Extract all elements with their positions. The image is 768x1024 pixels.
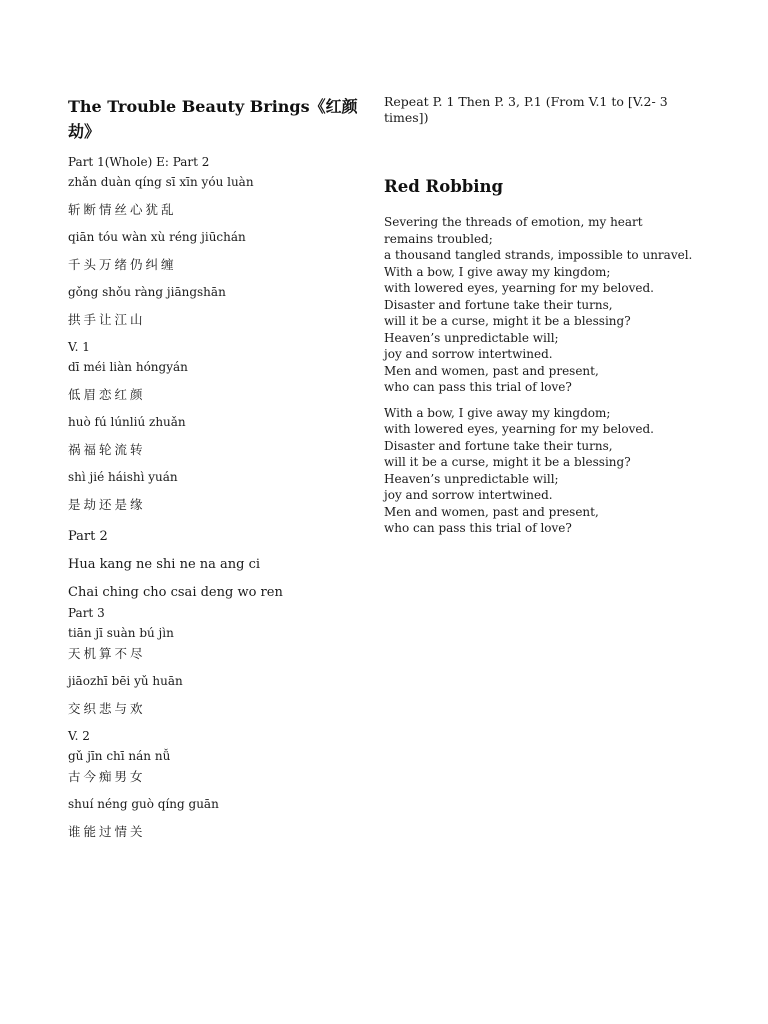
pinyin-line: zhǎn duàn qíng sī xīn yóu luàn [68, 175, 254, 189]
pinyin-line: gǒng shǒu ràng jiāngshān [68, 285, 226, 299]
part2-label: Part 2 [68, 529, 108, 544]
hanzi-line: 低眉恋红颜 [68, 387, 146, 402]
translation-stanza-1 [384, 214, 714, 396]
pinyin-line: huò fú lúnliú zhuǎn [68, 415, 186, 429]
pinyin-line: qiān tóu wàn xù réng jiūchán [68, 230, 246, 244]
translation-line: Heaven’s unpredictable will; [384, 471, 559, 486]
pinyin-line: shuí néng guò qíng guān [68, 797, 219, 811]
translation-line: who can pass this trial of love? [384, 380, 572, 394]
pinyin-line: jiāozhī bēi yǔ huān [68, 674, 183, 688]
translation-line: with lowered eyes, yearning for my beloved. [384, 422, 654, 436]
translation-line: remains troubled; [384, 231, 493, 246]
translation-line: a thousand tangled strands, impossible to unravel. [384, 248, 693, 262]
translation-line: Disaster and fortune take their turns, [384, 297, 613, 312]
pinyin-line: shì jié háishì yuán [68, 470, 178, 484]
translation-line: Severing the threads of emotion, my heart [384, 215, 643, 229]
verse2-label: V. 2 [68, 729, 90, 743]
translation-column [384, 94, 714, 546]
romanized-line: Chai ching cho csai deng wo ren [68, 585, 283, 600]
translation-line: joy and sorrow intertwined. [384, 347, 553, 361]
hanzi-line: 谁能过情关 [68, 824, 146, 839]
pinyin-line: tiān jī suàn bú jìn [68, 626, 174, 640]
translation-line: With a bow, I give away my kingdom; [384, 405, 611, 420]
pinyin-line: dī méi liàn hóngyán [68, 360, 188, 374]
translation-line: who can pass this trial of love? [384, 521, 572, 535]
lyrics-column [68, 94, 368, 841]
translation-line: will it be a curse, might it be a blessing? [384, 455, 631, 469]
part1-label: Part 1(Whole) E: Part 2 [68, 155, 210, 169]
translation-line: Heaven’s unpredictable will; [384, 330, 559, 345]
hanzi-line: 是劫还是缘 [68, 497, 146, 512]
translation-line: Men and women, past and present, [384, 504, 599, 519]
hanzi-line: 斩断情丝心犹乱 [68, 202, 177, 217]
document-title: The Trouble Beauty Brings《红颜劫》 [68, 97, 358, 141]
hanzi-line: 古今痴男女 [68, 769, 146, 784]
verse1-label: V. 1 [68, 340, 90, 354]
translation-line: with lowered eyes, yearning for my beloved. [384, 281, 654, 295]
translation-line: Disaster and fortune take their turns, [384, 438, 613, 453]
part3-label: Part 3 [68, 606, 105, 620]
pinyin-line: gǔ jīn chī nán nǚ [68, 749, 171, 763]
translation-line: will it be a curse, might it be a blessing? [384, 314, 631, 328]
hanzi-line: 交织悲与欢 [68, 701, 146, 716]
repeat-instructions: Repeat P. 1 Then P. 3, P.1 (From V.1 to [V.2- 3 times]) [384, 94, 668, 125]
hanzi-line: 天机算不尽 [68, 646, 146, 661]
translation-stanza-2 [384, 405, 714, 537]
translation-title: Red Robbing [384, 177, 504, 196]
romanized-line: Hua kang ne shi ne na ang ci [68, 557, 261, 572]
translation-line: joy and sorrow intertwined. [384, 488, 553, 502]
translation-line: Men and women, past and present, [384, 363, 599, 378]
translation-line: With a bow, I give away my kingdom; [384, 264, 611, 279]
hanzi-line: 千头万绪仍纠缠 [68, 257, 177, 272]
hanzi-line: 拱手让江山 [68, 312, 146, 327]
hanzi-line: 祸福轮流转 [68, 442, 146, 457]
